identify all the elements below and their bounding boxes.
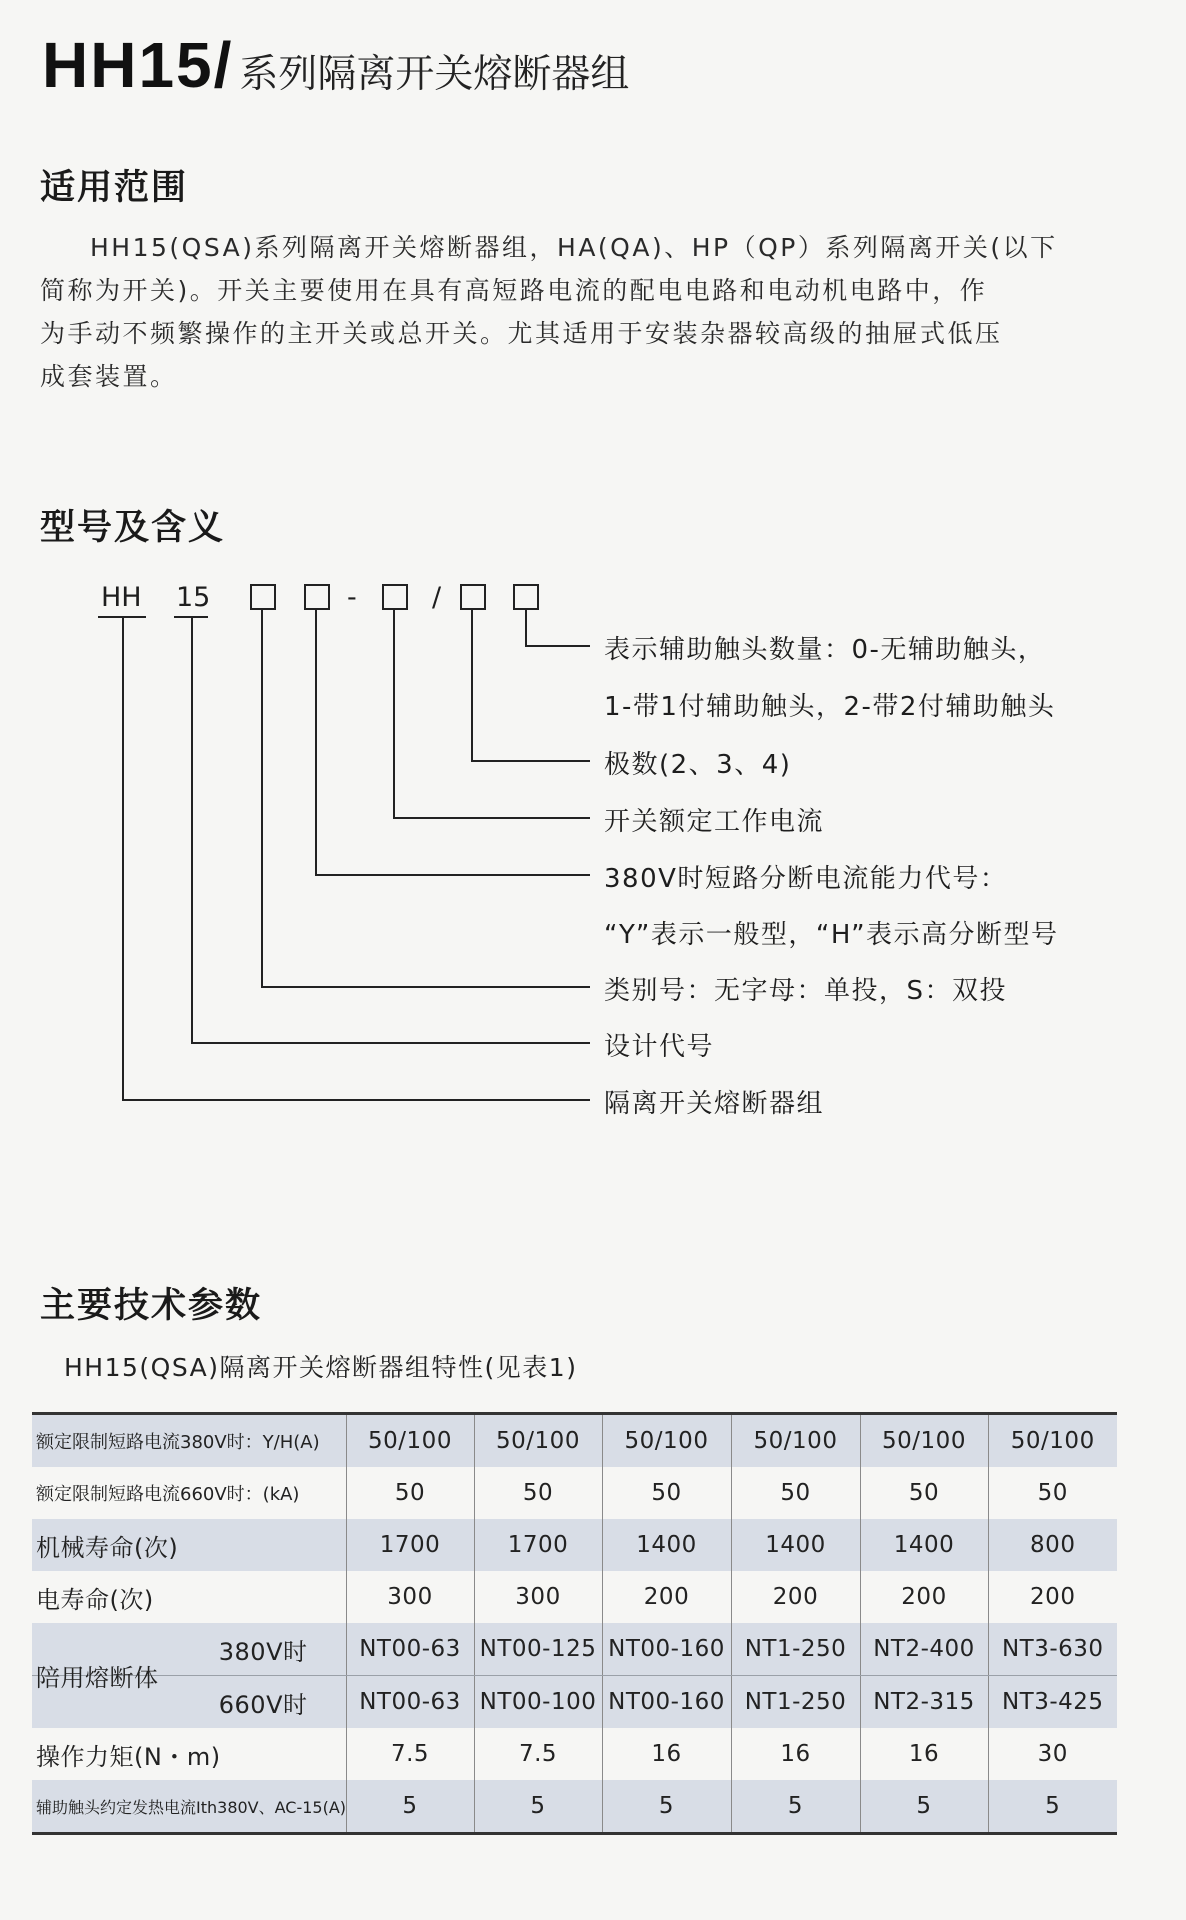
- table-cell: 300: [474, 1571, 602, 1623]
- code-hh: HH: [101, 582, 142, 613]
- table-cell: 50: [731, 1467, 860, 1519]
- table-cell: 200: [731, 1571, 860, 1623]
- table-cell: NT3-630: [988, 1623, 1117, 1676]
- table-row: [32, 1414, 1117, 1468]
- row-label: 电寿命(次): [32, 1571, 346, 1623]
- leader-line: [471, 760, 590, 762]
- meaning-design-code: 设计代号: [604, 1032, 715, 1062]
- meaning-rated-current: 开关额定工作电流: [604, 807, 825, 837]
- leader-line: [122, 1099, 590, 1101]
- table-cell: 50: [860, 1467, 988, 1519]
- table-cell: 50: [602, 1467, 731, 1519]
- paragraph-line: HH15(QSA)系列隔离开关熔断器组，HA(QA)、HP（QP）系列隔离开关(以下: [90, 233, 1058, 262]
- meaning-product-name: 隔离开关熔断器组: [604, 1089, 825, 1119]
- table-cell: 50/100: [988, 1414, 1117, 1468]
- table-cell: NT2-400: [860, 1623, 988, 1676]
- row-label: 机械寿命(次): [32, 1519, 346, 1571]
- table-row: [32, 1780, 1117, 1834]
- row-label: 操作力矩(N・m): [32, 1728, 346, 1780]
- leader-line: [191, 1042, 590, 1044]
- code-slash: /: [432, 582, 442, 613]
- table-cell: 300: [346, 1571, 474, 1623]
- table-cell: NT00-100: [474, 1676, 602, 1729]
- table-cell: 1700: [474, 1519, 602, 1571]
- section-heading-scope: 适用范围: [40, 168, 189, 208]
- leader-line: [525, 645, 590, 647]
- table-cell: 200: [1030, 1584, 1076, 1610]
- meaning-breaking-capacity: 380V时短路分断电流能力代号：: [604, 864, 1008, 894]
- fuse-label: 陪用熔断体: [36, 1663, 159, 1692]
- table-cell: 5: [988, 1780, 1117, 1834]
- fuse-380v-label: 380V时: [218, 1637, 308, 1666]
- table-cell: 30: [1037, 1741, 1068, 1767]
- table-cell: 5: [731, 1780, 860, 1834]
- code-box-rated-current: [382, 584, 408, 610]
- table-row: [32, 1467, 1117, 1519]
- table-cell: 800: [988, 1519, 1117, 1571]
- table-cell: 50/100: [346, 1414, 474, 1468]
- row-label: 额定限制短路电流380V时：Y/H(A): [32, 1414, 346, 1468]
- table-cell: 200: [860, 1571, 988, 1623]
- table-cell: 50/100: [731, 1414, 860, 1468]
- fuse-660v-label: 660V时: [32, 1676, 346, 1729]
- table-cell: 16: [731, 1728, 860, 1780]
- table-cell: 5: [474, 1780, 602, 1834]
- leader-category: [261, 610, 263, 988]
- table-cell: 1400: [731, 1519, 860, 1571]
- leader-product-name: [122, 616, 124, 1101]
- meaning-poles: 极数(2、3、4): [604, 750, 792, 780]
- paragraph-line: 成套装置。: [40, 362, 178, 391]
- table-cell: 50: [346, 1467, 474, 1519]
- meaning-aux-contacts: 表示辅助触头数量：0-无辅助触头，: [604, 635, 1046, 665]
- table-row-fuse-380v: [32, 1623, 1117, 1676]
- table-row-fuse-660v: [32, 1676, 1117, 1729]
- table-cell: 16: [602, 1728, 731, 1780]
- paragraph-line: 为手动不频繁操作的主开关或总开关。尤其适用于安装杂器较高级的抽屉式低压: [40, 319, 1003, 348]
- leader-rated-current: [393, 610, 395, 819]
- table-cell: 1400: [860, 1519, 988, 1571]
- table-row: [32, 1519, 1117, 1571]
- code-box-breaking-capacity: [304, 584, 330, 610]
- table-row: [32, 1728, 1117, 1780]
- table-cell: NT00-125: [474, 1623, 602, 1676]
- leader-breaking-capacity: [315, 610, 317, 876]
- table-cell: 16: [860, 1728, 988, 1780]
- table-cell: 7.5: [474, 1728, 602, 1780]
- table-cell: 1400: [602, 1519, 731, 1571]
- scope-paragraph: [40, 226, 1150, 398]
- code-dash: -: [347, 582, 357, 613]
- table-cell: 50/100: [860, 1414, 988, 1468]
- table-cell: NT3-425: [988, 1676, 1117, 1729]
- section-heading-params: 主要技术参数: [40, 1286, 263, 1326]
- title-series: 系列隔离开关熔断器组: [239, 52, 630, 97]
- leader-line: [315, 874, 590, 876]
- table-cell: 50: [1037, 1480, 1068, 1506]
- table-cell: NT00-160: [602, 1623, 731, 1676]
- meaning-aux-contacts-detail: 1-带1付辅助触头，2-带2付辅助触头: [604, 692, 1056, 722]
- leader-line: [393, 817, 590, 819]
- table-cell: NT00-63: [346, 1676, 474, 1729]
- table-cell: 7.5: [346, 1728, 474, 1780]
- leader-line: [261, 986, 590, 988]
- table-cell: NT2-315: [860, 1676, 988, 1729]
- fuse-label-cell-380: [32, 1623, 346, 1692]
- table-cell: 50/100: [474, 1414, 602, 1468]
- table-row: [32, 1571, 1117, 1623]
- leader-aux-contacts: [525, 610, 527, 647]
- table-cell: 200: [602, 1571, 731, 1623]
- table-cell: 5: [346, 1780, 474, 1834]
- table-cell: 50: [474, 1467, 602, 1519]
- row-label: 额定限制短路电流660V时：(kA): [32, 1467, 346, 1519]
- paragraph-line: 简称为开关)。开关主要使用在具有高短路电流的配电电路和电动机电路中，作: [40, 276, 988, 305]
- table-cell: NT1-250: [731, 1676, 860, 1729]
- row-label: 辅助触头约定发热电流Ith380V、AC-15(A): [32, 1780, 346, 1834]
- table-cell: 5: [860, 1780, 988, 1834]
- table-cell: NT00-160: [602, 1676, 731, 1729]
- specs-table: [32, 1412, 1117, 1835]
- meaning-breaking-capacity-detail: “Y”表示一般型，“H”表示高分断型号: [604, 920, 1059, 950]
- code-series-number: 15: [176, 582, 211, 613]
- table-cell: 50/100: [602, 1414, 731, 1468]
- code-box-aux-contacts: [513, 584, 539, 610]
- leader-design-code: [191, 616, 193, 1044]
- code-box-category: [250, 584, 276, 610]
- table-cell: 5: [602, 1780, 731, 1834]
- table-cell: 1700: [346, 1519, 474, 1571]
- table-caption: HH15(QSA)隔离开关熔断器组特性(见表1): [64, 1353, 578, 1382]
- table-cell: NT1-250: [731, 1623, 860, 1676]
- leader-poles: [471, 610, 473, 762]
- table-cell: NT00-63: [346, 1623, 474, 1676]
- page-title: [42, 28, 629, 102]
- section-heading-model: 型号及含义: [40, 508, 226, 548]
- meaning-category: 类别号：无字母：单投，S：双投: [604, 976, 1008, 1006]
- code-box-poles: [460, 584, 486, 610]
- title-model: HH15/: [42, 29, 234, 101]
